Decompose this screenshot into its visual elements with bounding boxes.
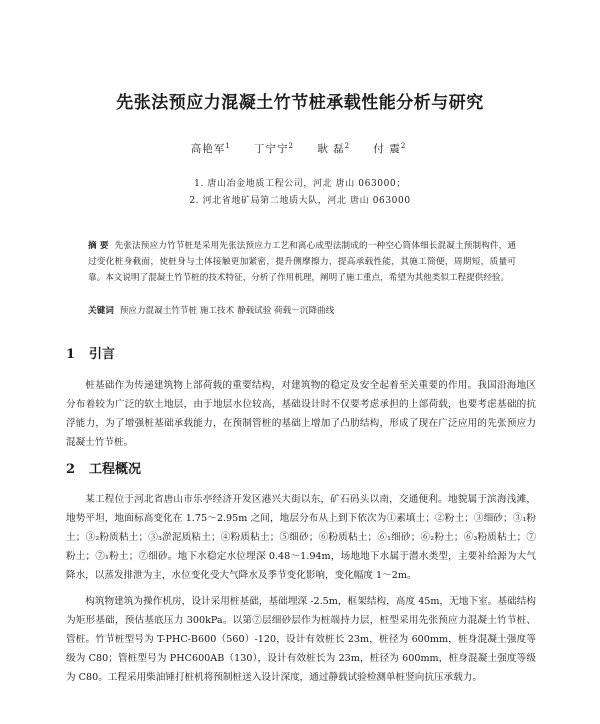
abstract-text: 先张法预应力竹节桩是采用先张法预应力工艺和离心成型法制成的一种空心筒体细长混凝土预制构件，通过变化桩身截面，使桩身与土体接触更加紧密，提升侧摩擦力，提高承载性能，其施工简便，周期短，质量可靠。本文说明了混凝土竹节桩的技术特征，分析了作用机理，阐明了施工重点，希望为其他类似工程提供经验。 [88, 241, 516, 283]
section-heading: 1 引言 [66, 347, 116, 362]
affiliation-2: 2. 河北省地矿局第二地质大队，河北 唐山 063000 [189, 196, 411, 206]
paper-title: 先张法预应力混凝土竹节桩承载性能分析与研究 [116, 93, 484, 113]
keywords-label: 关键词 [88, 306, 114, 316]
keywords [88, 303, 516, 319]
keywords-text: 预应力混凝土竹节桩 施工技术 静载试验 荷载－沉降曲线 [119, 306, 335, 316]
author: 耿 磊$^2$ [317, 141, 351, 155]
section-heading: 2 工程概况 [66, 462, 142, 477]
author: 丁宁宁$^2$ [254, 141, 294, 155]
author-list [0, 141, 600, 156]
abstract [88, 238, 516, 286]
section-paragraph: 某工程位于河北省唐山市乐亭经济开发区港兴大街以东，矿石码头以南，交通便利。地貌属于滨海浅滩，地势平坦，地面标高变化在 1.75～2.95m 之间，地层分布从上到下依次为①素填土；②粉土；③细砂；③₁粉土；③₂粉质粘土；③₃淤泥质粘土；④粉质粘土；⑤细砂；⑥粉质粘土；⑥₁细砂；⑥₂粉土；⑥₃粉质粘土；⑦粉土；⑦₁粉土；⑦细砂。地下水稳定水位埋深 0.48～1.94m，场地地下水属于潜水类型，主要补给源为大气降水，以蒸发排泄为主，水位变化受大气降水及季节变化影响，变化幅度 1～2m。 [66, 494, 536, 581]
affiliation-1: 1. 唐山冶金地质工程公司，河北 唐山 063000； [194, 179, 406, 189]
abstract-label: 摘 要 [88, 241, 109, 251]
author: 高艳军$^1$ [190, 141, 231, 155]
author: 付 震$^2$ [373, 141, 407, 155]
section-paragraph: 构筑物建筑为操作机房，设计采用桩基础，基础埋深 -2.5m，框架结构，高度 45m，无地下室。基础结构为矩形基础，预估基底压力 300kPa。以第⑦层细砂层作为桩端持力层，桩型采用先张预应力混凝土竹节桩、管桩。竹节桩型号为 T-PHC-B600（560）-120，设计有效桩长 23m，桩径为 600mm，桩身混凝土强度等级为 C80；管桩型号为 PHC600AB（130），设计有效桩长为 23m，桩径为 600mm，桩身混凝土强度等级为 C80。工程采用柴油锤打桩机将预制桩送入设计深度，通过静载试验检测单桩竖向抗压承载力。 [66, 596, 536, 683]
section-paragraph: 桩基础作为传递建筑物上部荷载的重要结构，对建筑物的稳定及安全起着至关重要的作用。我国沿海地区分布着较为广泛的软土地层，由于地层水位较高，基础设计时不仅要考虑承担的上部荷载，也要考虑基础的抗浮能力，为了增强桩基础承载能力，在预制管桩的基础上增加了凸肋结构，形成了现在广泛应用的先张预应力混凝土竹节桩。 [66, 380, 536, 448]
